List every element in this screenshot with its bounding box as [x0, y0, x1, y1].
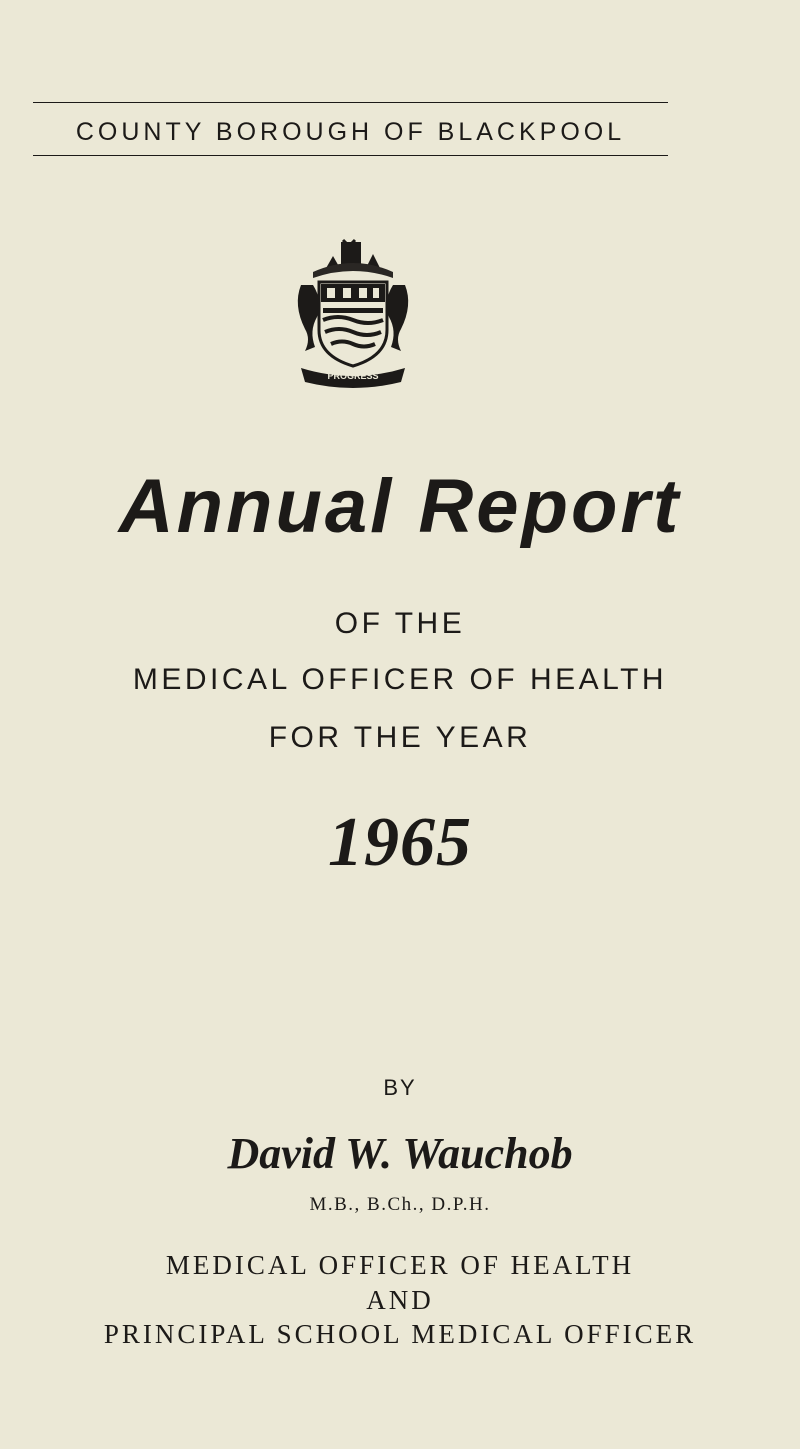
crest-motto: PROGRESS: [327, 371, 379, 381]
subtitle-of-the: OF THE: [334, 607, 466, 640]
header-title: COUNTY BOROUGH OF BLACKPOOL: [75, 118, 626, 146]
borough-crest-icon: [283, 230, 423, 390]
subtitle-for-the-year: FOR THE YEAR: [268, 721, 532, 754]
byline-by: BY: [383, 1075, 417, 1100]
role-principal-school: PRINCIPAL SCHOOL MEDICAL OFFICER: [103, 1319, 697, 1349]
report-year: 1965: [328, 804, 472, 881]
author-name: David W. Wauchob: [227, 1129, 573, 1178]
role-medical-officer: MEDICAL OFFICER OF HEALTH: [165, 1250, 635, 1280]
author-qualifications: M.B., B.Ch., D.P.H.: [309, 1194, 491, 1215]
report-title: Annual Report: [118, 464, 682, 549]
top-rule: [33, 102, 668, 103]
subtitle-medical-officer: MEDICAL OFFICER OF HEALTH: [132, 663, 668, 696]
header-bottom-rule: [33, 155, 668, 156]
role-and: AND: [366, 1285, 434, 1315]
